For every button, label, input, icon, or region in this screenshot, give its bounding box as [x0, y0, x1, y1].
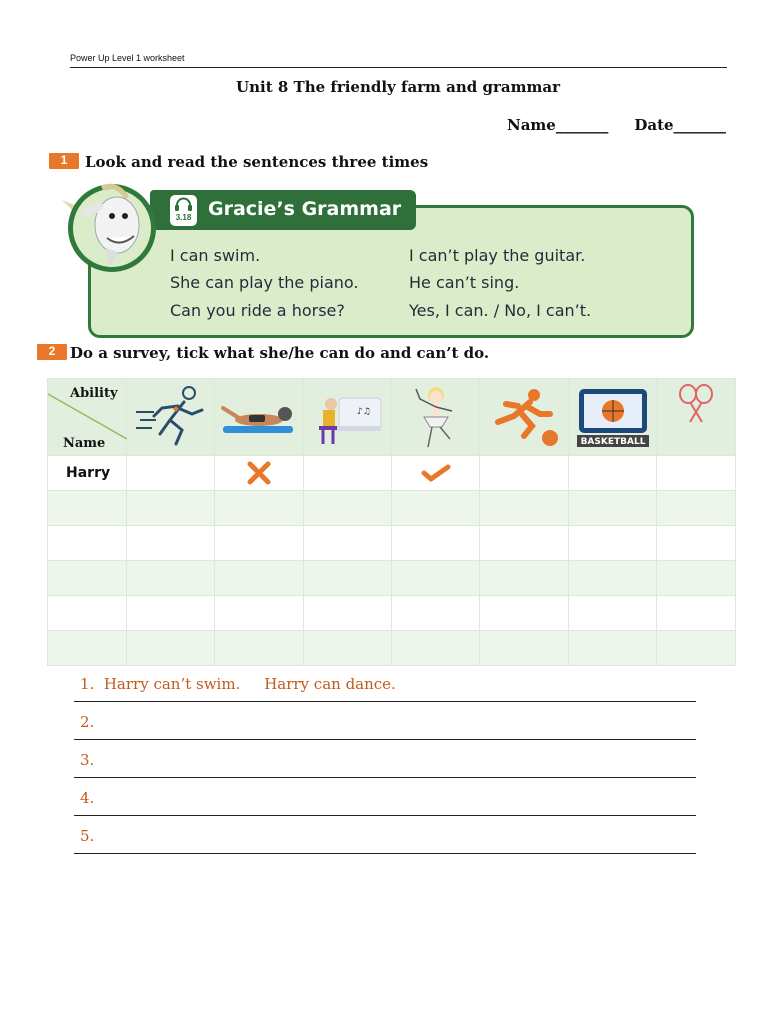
survey-cell[interactable]	[392, 491, 480, 526]
answer-line-5[interactable]	[74, 827, 696, 854]
grammar-title: Gracie’s Grammar	[208, 198, 402, 220]
badminton-icon	[657, 379, 736, 456]
survey-cell[interactable]	[480, 561, 569, 596]
answer-text-5: 5.	[80, 827, 95, 845]
survey-cell[interactable]	[127, 491, 215, 526]
survey-cell[interactable]	[392, 631, 480, 666]
grammar-right-1: I can’t play the guitar.	[409, 246, 586, 265]
grammar-right-3: Yes, I can. / No, I can’t.	[409, 301, 592, 320]
survey-cell[interactable]	[304, 526, 392, 561]
survey-cell[interactable]	[392, 596, 480, 631]
survey-cell[interactable]	[657, 526, 736, 561]
answer-line-4[interactable]	[74, 789, 696, 816]
survey-cell[interactable]	[480, 491, 569, 526]
survey-table	[47, 378, 736, 666]
survey-cell[interactable]	[304, 631, 392, 666]
survey-cell[interactable]	[657, 491, 736, 526]
survey-cell[interactable]	[215, 631, 304, 666]
running-icon	[127, 379, 215, 456]
answer-line-1[interactable]	[74, 675, 696, 702]
basketball-label: BASKETBALL	[580, 437, 645, 447]
section-1-title: Look and read the sentences three times	[85, 153, 429, 171]
ability-name-header	[48, 379, 127, 456]
survey-name-cell[interactable]	[48, 596, 127, 631]
survey-cell[interactable]	[392, 561, 480, 596]
grammar-left-3: Can you ride a horse?	[170, 301, 345, 320]
survey-cell[interactable]	[480, 526, 569, 561]
answer-text-4: 4.	[80, 789, 95, 807]
track-number: 3.18	[175, 213, 192, 222]
survey-name-cell[interactable]	[48, 491, 127, 526]
survey-cell[interactable]	[657, 631, 736, 666]
section-1-badge: 1	[49, 153, 79, 169]
survey-cell[interactable]	[480, 456, 569, 491]
football-icon	[480, 379, 569, 456]
survey-cell[interactable]	[657, 596, 736, 631]
page-title: Unit 8 The friendly farm and grammar	[236, 78, 560, 96]
dancing-icon	[392, 379, 480, 456]
survey-cell[interactable]	[304, 491, 392, 526]
tick-icon	[421, 463, 451, 483]
answer-text-2: 2.	[80, 713, 95, 731]
grammar-right-2: He can’t sing.	[409, 273, 520, 292]
svg-text:♪♫: ♪♫	[356, 407, 371, 417]
survey-name-cell[interactable]	[48, 561, 127, 596]
name-label-header: Name	[63, 436, 106, 451]
survey-cell[interactable]	[127, 596, 215, 631]
survey-cell[interactable]	[304, 596, 392, 631]
survey-cell[interactable]	[569, 491, 657, 526]
survey-cell[interactable]	[569, 456, 657, 491]
survey-cell[interactable]	[569, 596, 657, 631]
grammar-left-2: She can play the piano.	[170, 273, 359, 292]
survey-cell[interactable]	[215, 456, 304, 491]
cross-icon	[246, 461, 272, 485]
survey-name-harry: Harry	[48, 456, 127, 491]
survey-cell[interactable]	[569, 526, 657, 561]
answer-line-2[interactable]	[74, 713, 696, 740]
survey-cell[interactable]	[569, 631, 657, 666]
section-2-title: Do a survey, tick what she/he can do and can’t do.	[70, 344, 490, 362]
survey-cell[interactable]	[127, 561, 215, 596]
survey-cell[interactable]	[480, 596, 569, 631]
survey-cell[interactable]	[304, 561, 392, 596]
survey-name-cell[interactable]	[48, 631, 127, 666]
survey-cell[interactable]	[480, 631, 569, 666]
survey-cell[interactable]	[392, 526, 480, 561]
survey-cell[interactable]	[215, 561, 304, 596]
header-divider	[70, 67, 727, 68]
worksheet-label: Power Up Level 1 worksheet	[70, 53, 185, 63]
section-2-badge: 2	[37, 344, 67, 360]
name-date-line	[507, 116, 726, 134]
grammar-left-1: I can swim.	[170, 246, 261, 265]
survey-cell[interactable]	[215, 596, 304, 631]
date-label: Date_______	[634, 116, 727, 134]
survey-cell[interactable]	[569, 561, 657, 596]
answer-text-1: 1. Harry can’t swim. Harry can dance.	[80, 675, 396, 693]
name-label: Name_______	[507, 116, 609, 134]
answer-text-3: 3.	[80, 751, 95, 769]
headphones-icon	[170, 195, 197, 226]
goat-mascot-icon	[62, 180, 162, 275]
basketball-icon	[569, 379, 657, 456]
survey-cell[interactable]	[127, 631, 215, 666]
ability-label: Ability	[70, 386, 118, 401]
answer-line-3[interactable]	[74, 751, 696, 778]
survey-cell[interactable]	[657, 561, 736, 596]
survey-name-cell[interactable]	[48, 526, 127, 561]
swimming-icon	[215, 379, 304, 456]
survey-cell[interactable]	[127, 526, 215, 561]
survey-cell[interactable]	[304, 456, 392, 491]
piano-icon	[304, 379, 392, 456]
survey-cell[interactable]	[127, 456, 215, 491]
survey-cell[interactable]	[215, 491, 304, 526]
survey-cell[interactable]	[392, 456, 480, 491]
survey-cell[interactable]	[657, 456, 736, 491]
survey-cell[interactable]	[215, 526, 304, 561]
